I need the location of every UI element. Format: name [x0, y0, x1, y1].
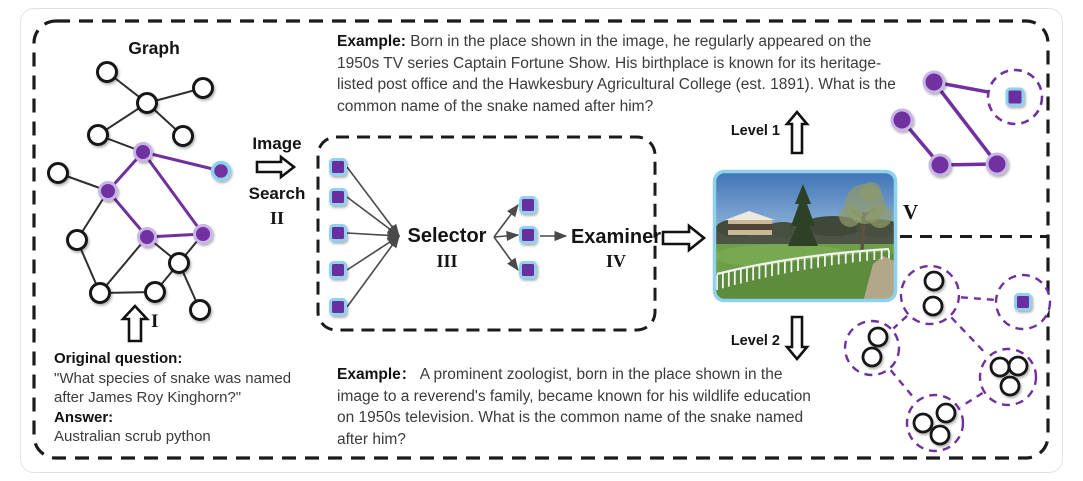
- stage2-numeral: II: [269, 208, 284, 228]
- cluster-entity-node: [991, 358, 1009, 376]
- cluster-entity-node: [931, 426, 949, 444]
- fan-in-arrow: [347, 236, 399, 270]
- level1-result-graph: [892, 70, 1042, 175]
- question-line-2: after James Roy Kinghorn?": [54, 389, 242, 406]
- candidate-image-square: [331, 160, 346, 175]
- cluster-link: [951, 317, 987, 355]
- graph-node-entity: [194, 79, 213, 98]
- selector-label: Selector: [407, 225, 487, 247]
- result-node: [924, 72, 944, 92]
- image-search-label-line1: Image: [252, 134, 302, 153]
- stage5-numeral: V: [903, 200, 919, 224]
- example-body: Born in the place shown in the image, he regularly appeared on the 1950s TV series Captain Fortune Show. His birthplace is known for its heritage-listed post office and the Hawkesbury Agricultural College (est. 1891). What is the common name of the snake named after him?: [337, 33, 896, 115]
- stage3-numeral: III: [436, 251, 458, 271]
- candidate-image-square: [521, 263, 536, 278]
- cluster-entity-node: [869, 328, 887, 346]
- question-line-1: "What species of snake was named: [54, 369, 292, 387]
- candidate-image-square: [331, 300, 346, 315]
- cluster-link: [960, 393, 982, 407]
- level2-label: Level 2: [730, 333, 780, 349]
- graph-node-entity: [170, 254, 189, 273]
- examiner-label: Examiner: [570, 226, 662, 248]
- cluster-entity-node: [863, 348, 881, 366]
- stage1-up-arrow: [123, 306, 147, 341]
- photo-grandstand-band: [728, 224, 772, 230]
- fan-in-arrow: [347, 167, 399, 236]
- answer-text: Australian scrub python: [54, 428, 211, 445]
- image-search-label-line2: Search: [248, 184, 306, 203]
- fan-in-arrow: [347, 233, 399, 236]
- candidate-image-square: [331, 263, 346, 278]
- cluster-link: [891, 370, 916, 400]
- graph-node-entity: [89, 126, 108, 145]
- fan-out-arrow: [494, 235, 518, 237]
- stage1-numeral: I: [151, 311, 159, 332]
- result-node: [930, 155, 950, 175]
- main-knowledge-graph: [49, 63, 230, 320]
- cluster-entity-node: [925, 272, 943, 290]
- cluster-entity-node: [1009, 357, 1027, 375]
- cluster-image-square: [1016, 295, 1031, 310]
- image-node-square: [1007, 89, 1023, 105]
- candidate-image-square: [521, 228, 536, 243]
- graph-node-entity: [191, 301, 210, 320]
- photo-scene: [713, 170, 900, 302]
- graph-node-entity: [91, 284, 110, 303]
- original-question-label: Original question:: [54, 350, 183, 367]
- cluster-link: [893, 316, 907, 329]
- graph-node-entity: [174, 127, 193, 146]
- candidate-image-square: [331, 226, 346, 241]
- graph-node-entity: [146, 283, 165, 302]
- fan-in-arrow: [347, 197, 399, 236]
- original-question-block: [54, 349, 318, 447]
- cluster-entity-node: [937, 404, 955, 422]
- graph-node-selected: [139, 229, 156, 246]
- answer-label: Answer:: [54, 408, 114, 426]
- example-level1-text: [337, 31, 911, 117]
- candidate-image-square: [521, 198, 536, 213]
- graph-node-entity: [138, 94, 157, 113]
- example-body: A prominent zoologist, born in the place shown in the image to a reverend's family, became known for his wildlife education on 1950s television. What is the common name of the snake named after him?: [337, 366, 811, 448]
- example-label: Example：: [337, 366, 417, 383]
- photo-tree-foliage: [861, 182, 881, 202]
- location-photo: [713, 170, 900, 302]
- graph-node-selected: [135, 144, 152, 161]
- image-search-arrow: [257, 157, 294, 177]
- graph-node-selected: [100, 183, 117, 200]
- level1-up-arrow: [787, 112, 807, 153]
- candidate-image-square: [331, 190, 346, 205]
- result-node: [987, 154, 1007, 174]
- fan-in-arrow: [347, 236, 399, 307]
- cluster-entity-node: [924, 297, 942, 315]
- level2-down-arrow: [787, 317, 807, 359]
- photo-tree-foliage: [839, 205, 861, 227]
- graph-node-entity: [68, 231, 87, 250]
- level1-label: Level 1: [730, 123, 780, 139]
- cluster-link: [961, 297, 994, 299]
- examiner-output-arrow: [663, 226, 704, 250]
- graph-node-entity: [49, 164, 68, 183]
- graph-node-entity: [98, 63, 117, 82]
- fan-out-arrow: [494, 237, 518, 270]
- fan-out-arrow: [494, 205, 518, 237]
- cluster-entity-node: [1001, 377, 1019, 395]
- example-label: Example:: [337, 33, 406, 50]
- graph-node-image: [213, 163, 230, 180]
- graph-node-selected: [195, 226, 212, 243]
- cluster-entity-node: [914, 414, 932, 432]
- stage4-numeral: IV: [605, 251, 626, 271]
- graph-title: Graph: [128, 38, 180, 58]
- example-level2-text: [337, 364, 819, 450]
- photo-tree-foliage: [868, 204, 892, 228]
